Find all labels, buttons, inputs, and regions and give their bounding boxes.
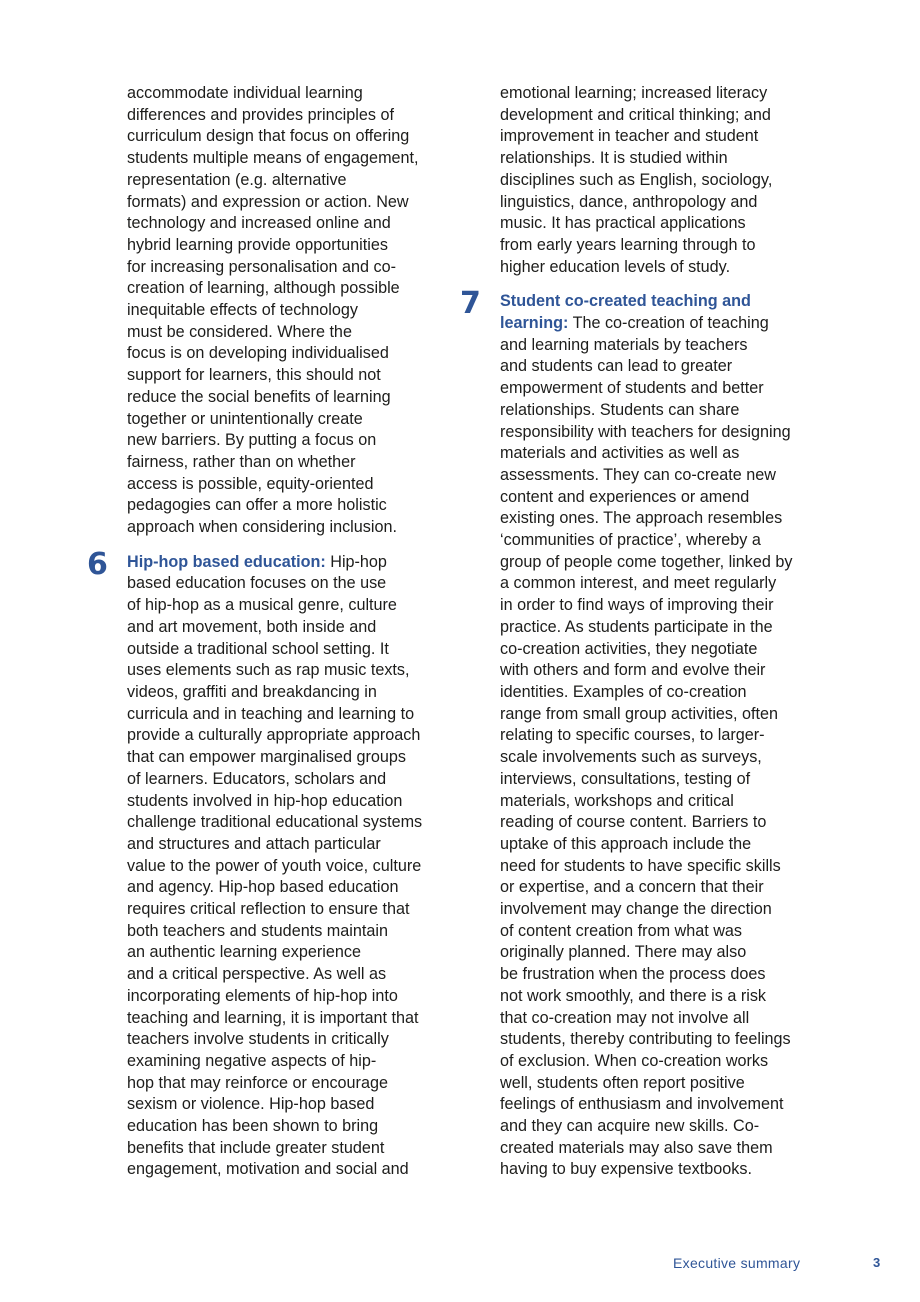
text-line: must be considered. Where the [127, 322, 352, 341]
text-line: and learning materials by teachers [500, 335, 748, 354]
section-7-second-line: learning: The co-creation of teaching [500, 314, 769, 333]
text-line: and structures and attach particular [127, 834, 381, 853]
text-line: group of people come together, linked by [500, 552, 793, 571]
text-line: new barriers. By putting a focus on [127, 431, 377, 450]
text-line: benefits that include greater student [127, 1138, 385, 1157]
text-line: creation of learning, although possible [127, 279, 400, 298]
text-line: assessments. They can co-create new [500, 465, 776, 484]
text-line: with others and form and evolve their [500, 661, 766, 680]
text-line: education has been shown to bring [127, 1117, 379, 1136]
text-line: pedagogies can offer a more holistic [127, 496, 387, 515]
text-line: that co-creation may not involve all [500, 1008, 750, 1027]
text-line: differences and provides principles of [127, 105, 394, 124]
text-line: value to the power of youth voice, culture [127, 856, 422, 875]
text-line: scale involvements such as surveys, [500, 748, 762, 767]
text-line: students involved in hip-hop education [127, 791, 403, 810]
text-line: feelings of enthusiasm and involvement [500, 1095, 784, 1114]
footer-section-label: Executive summary [673, 1255, 801, 1271]
text-line: relationships. It is studied within [500, 149, 728, 168]
text-line: materials and activities as well as [500, 444, 740, 463]
text-line: practice. As students participate in the [500, 617, 773, 636]
text-line: accommodate individual learning [127, 84, 363, 102]
right-column [460, 83, 812, 1194]
text-line: fairness, rather than on whether [127, 452, 356, 471]
text-line: that can empower marginalised groups [127, 748, 406, 767]
section-6-number: 6 [87, 546, 108, 582]
text-line: focus is on developing individualised [127, 344, 389, 363]
text-line: higher education levels of study. [500, 257, 731, 276]
text-line: music. It has practical applications [500, 214, 746, 233]
section-6-first-line: Hip-hop based education: Hip-hop [127, 552, 387, 571]
text-line: reading of course content. Barriers to [500, 813, 767, 832]
section-6-heading: Hip-hop based education: [127, 552, 326, 571]
text-line: existing ones. The approach resembles [500, 509, 783, 528]
text-line: materials, workshops and critical [500, 791, 734, 810]
text-line: approach when considering inclusion. [127, 518, 397, 537]
text-line: hop that may reinforce or encourage [127, 1073, 388, 1092]
text-line: relationships. Students can share [500, 400, 740, 419]
text-line: representation (e.g. alternative [127, 170, 347, 189]
text-line: hybrid learning provide opportunities [127, 235, 388, 254]
text-line: videos, graffiti and breakdancing in [127, 682, 377, 701]
section-7-heading-line2: learning: [500, 314, 569, 333]
text-line: a common interest, and meet regularly [500, 574, 777, 593]
text-line: formats) and expression or action. New [127, 192, 409, 211]
text-line: from early years learning through to [500, 235, 756, 254]
section-7-heading-line1: Student co-created teaching and [500, 292, 751, 311]
section-6 [87, 546, 439, 1181]
text-line: curriculum design that focus on offering [127, 127, 410, 146]
text-line: and agency. Hip-hop based education [127, 878, 399, 897]
text-line: examining negative aspects of hip- [127, 1051, 377, 1070]
text-line: provide a culturally appropriate approach [127, 726, 421, 745]
text-line: content and experiences or amend [500, 487, 750, 506]
text-line: outside a traditional school setting. It [127, 639, 389, 658]
page-number: 3 [873, 1255, 881, 1270]
text-line: technology and increased online and [127, 214, 391, 233]
text-line: linguistics, dance, anthropology and [500, 192, 758, 211]
text-line: students multiple means of engagement, [127, 149, 419, 168]
text-line: improvement in teacher and student [500, 127, 759, 146]
text-line: engagement, motivation and social and [127, 1160, 409, 1179]
text-line: need for students to have specific skills [500, 856, 781, 875]
text-line: of hip-hop as a musical genre, culture [127, 596, 397, 615]
text-line: sexism or violence. Hip-hop based [127, 1095, 375, 1114]
text-line: co-creation activities, they negotiate [500, 639, 758, 658]
text-line: challenge traditional educational systems [127, 813, 423, 832]
section-7 [460, 286, 812, 1181]
text-line: students, thereby contributing to feelings [500, 1030, 791, 1049]
text-line: range from small group activities, often [500, 704, 779, 723]
text-line: based education focuses on the use [127, 574, 387, 593]
text-line: an authentic learning experience [127, 943, 361, 962]
text-line: of learners. Educators, scholars and [127, 769, 387, 788]
text-line: support for learners, this should not [127, 366, 381, 385]
text-line: inequitable effects of technology [127, 301, 358, 320]
text-line: empowerment of students and better [500, 379, 764, 398]
section-7-number: 7 [460, 286, 481, 322]
text-line: relating to specific courses, to larger- [500, 726, 765, 745]
intro-paragraph [127, 83, 439, 539]
text-line: access is possible, equity-oriented [127, 474, 374, 493]
text-line: or expertise, and a concern that their [500, 878, 764, 897]
text-line: not work smoothly, and there is a risk [500, 986, 767, 1005]
text-line: and they can acquire new skills. Co- [500, 1117, 760, 1136]
text-line: both teachers and students maintain [127, 921, 388, 940]
text-line: uses elements such as rap music texts, [127, 661, 410, 680]
text-line: having to buy expensive textbooks. [500, 1160, 752, 1179]
text-line: development and critical thinking; and [500, 105, 771, 124]
text-line: for increasing personalisation and co- [127, 257, 397, 276]
text-line: interviews, consultations, testing of [500, 769, 751, 788]
text-line: and art movement, both inside and [127, 617, 377, 636]
text-line: identities. Examples of co-creation [500, 682, 747, 701]
continuation-paragraph [500, 83, 812, 278]
text-line: reduce the social benefits of learning [127, 387, 391, 406]
text-line: teaching and learning, it is important that [127, 1008, 419, 1027]
text-line: in order to find ways of improving their [500, 596, 774, 615]
text-line: responsibility with teachers for designing [500, 422, 791, 441]
text-line: emotional learning; increased literacy [500, 84, 768, 102]
text-line: created materials may also save them [500, 1138, 773, 1157]
text-line: and a critical perspective. As well as [127, 965, 387, 984]
left-column [87, 83, 439, 1194]
text-line: be frustration when the process does [500, 965, 766, 984]
text-line: teachers involve students in critically [127, 1030, 389, 1049]
text-line: involvement may change the direction [500, 900, 772, 919]
text-line: requires critical reflection to ensure that [127, 900, 410, 919]
text-line: and students can lead to greater [500, 357, 733, 376]
text-line: of content creation from what was [500, 921, 743, 940]
text-line: of exclusion. When co-creation works [500, 1051, 769, 1070]
text-line: disciplines such as English, sociology, [500, 170, 773, 189]
text-line: curricula and in teaching and learning to [127, 704, 415, 723]
text-line: well, students often report positive [500, 1073, 745, 1092]
text-line: together or unintentionally create [127, 409, 363, 428]
text-line: ‘communities of practice’, whereby a [500, 531, 761, 550]
text-line: incorporating elements of hip-hop into [127, 986, 398, 1005]
text-line: uptake of this approach include the [500, 834, 752, 853]
text-line: originally planned. There may also [500, 943, 747, 962]
